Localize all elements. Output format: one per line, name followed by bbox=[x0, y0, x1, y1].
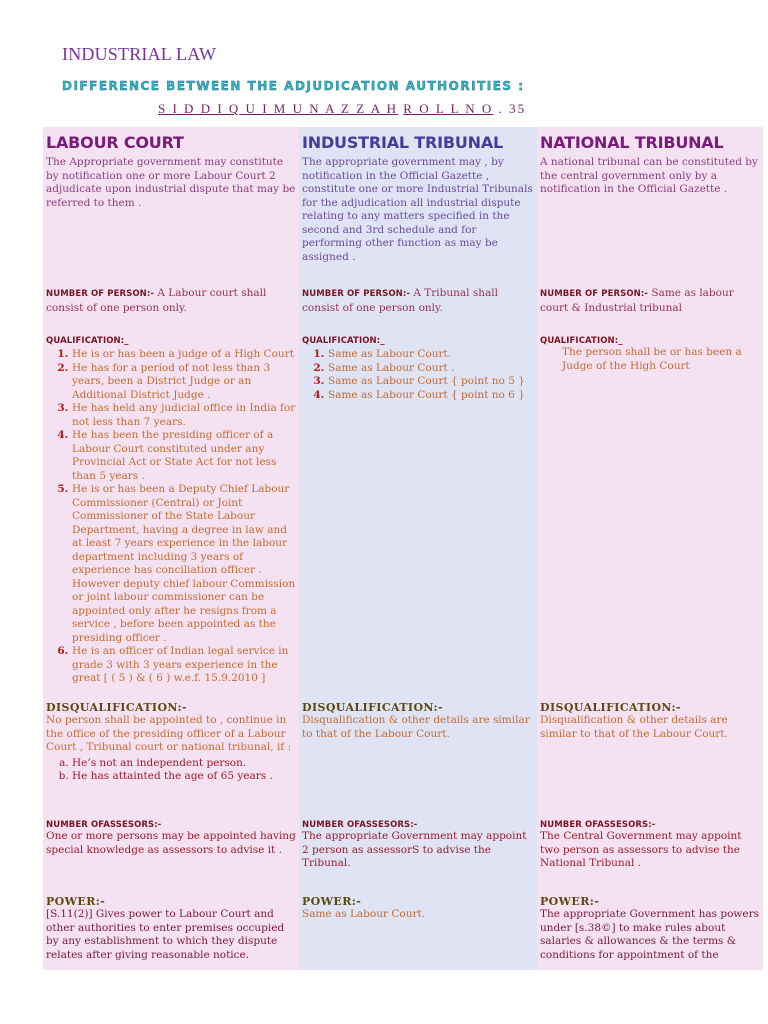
assessors-label: NUMBER OFASSESORS:- bbox=[302, 820, 418, 830]
persons-label: NUMBER OF PERSON:- bbox=[540, 289, 649, 299]
persons-label: NUMBER OF PERSON:- bbox=[302, 289, 411, 299]
qualification-label: QUALIFICATION:_ bbox=[302, 336, 385, 346]
power-label: POWER:- bbox=[302, 895, 362, 908]
disqualification-list bbox=[46, 757, 296, 784]
column-intro: The appropriate government may , by notification in the Official Gazette , constitute one or more Industrial Tribunals for the adjudication all industrial dispute relating to any matters specified in the second and 3rd schedule and for performing other function as may be assigned . bbox=[302, 156, 533, 263]
disqualification-label: DISQUALIFICATION:- bbox=[540, 701, 681, 714]
assessors-section bbox=[302, 820, 534, 871]
list-item: 4. He has been the presiding officer of a Labour Court constituted under any Provincial Act or State Act for not less than 5 years . bbox=[72, 429, 296, 483]
assessors-label: NUMBER OFASSESORS:- bbox=[46, 820, 162, 830]
persons-label: NUMBER OF PERSON:- bbox=[46, 289, 155, 299]
page-subtitle: DIFFERENCE BETWEEN THE ADJUDICATION AUTHORITIES : bbox=[62, 79, 525, 93]
qualification-text: The person shall be or has been a Judge of the High Court bbox=[562, 346, 742, 372]
list-item: 4. Same as Labour Court { point no 6 } bbox=[328, 389, 534, 403]
persons-section bbox=[46, 287, 296, 315]
list-item: 5. He is or has been a Deputy Chief Labour Commissioner (Central) or Joint Commissioner of the State Labour Department, having a degree in law and at least 7 years experience in the labour department including 3 years of experience has conciliation officer . However deputy chief labour Commission or joint labour commissioner can be appointed only after he resigns from a service , before been appointed as the presiding officer . bbox=[72, 483, 296, 645]
column-national-tribunal bbox=[537, 127, 763, 970]
disqualification-label: DISQUALIFICATION:- bbox=[302, 701, 443, 714]
list-item: 3. He has held any judicial office in India for not less than 7 years. bbox=[72, 402, 296, 429]
qualification-list bbox=[302, 348, 534, 402]
column-heading: INDUSTRIAL TRIBUNAL bbox=[302, 133, 504, 152]
list-item: 6. He is an officer of Indian legal service in grade 3 with 3 years experience in the great [ ( 5 ) & ( 6 ) w.e.f. 15.9.2010 ] bbox=[72, 645, 296, 686]
list-item: 1. Same as Labour Court. bbox=[328, 348, 534, 362]
assessors-section bbox=[46, 820, 296, 857]
column-labour-court bbox=[43, 127, 299, 970]
power-section bbox=[46, 895, 296, 962]
persons-text: Same as labour court & Industrial tribunal bbox=[540, 287, 734, 314]
power-label: POWER:- bbox=[46, 895, 106, 908]
assessors-section bbox=[540, 820, 760, 871]
assessors-text: One or more persons may be appointed having special knowledge as assessors to advise it . bbox=[46, 830, 296, 856]
qualification-section bbox=[302, 336, 534, 402]
list-item: b. He has attainted the age of 65 years . bbox=[72, 770, 296, 784]
author-line bbox=[158, 101, 526, 117]
qualification-label: QUALIFICATION:_ bbox=[46, 336, 129, 346]
power-section bbox=[302, 895, 534, 922]
comparison-table bbox=[43, 127, 763, 970]
disqualification-label: DISQUALIFICATION:- bbox=[46, 701, 187, 714]
disqualification-text: No person shall be appointed to , continue in the office of the presiding officer of a Labour Court , Tribunal court or national tribunal, if : bbox=[46, 714, 292, 753]
power-text: [S.11(2)] Gives power to Labour Court and other authorities to enter premises occupied by any establishment to which they dispute relates after giving reasonable notice. bbox=[46, 908, 285, 961]
column-industrial-tribunal bbox=[299, 127, 537, 970]
disqualification-text: Disqualification & other details are similar to that of the Labour Court. bbox=[302, 714, 530, 740]
power-section bbox=[540, 895, 760, 962]
persons-section bbox=[302, 287, 534, 315]
qualification-list bbox=[46, 348, 296, 686]
roll-label: R O L L N O bbox=[403, 101, 494, 116]
column-intro: The Appropriate government may constitute by notification one or more Labour Court 2 adjudicate upon industrial dispute that may be referred to them . bbox=[46, 156, 296, 209]
list-item: a. He’s not an independent person. bbox=[72, 757, 296, 771]
author-name: S I D D I Q U I M U N A Z Z A H bbox=[158, 101, 399, 116]
assessors-text: The Central Government may appoint two person as assessors to advise the National Tribunal . bbox=[540, 830, 742, 869]
roll-number: . 35 bbox=[498, 101, 527, 116]
persons-text: A Tribunal shall consist of one person only. bbox=[302, 287, 498, 314]
list-item: 2. He has for a period of not less than 3 years, been a District Judge or an Additional District Judge . bbox=[72, 362, 296, 403]
assessors-label: NUMBER OFASSESORS:- bbox=[540, 820, 656, 830]
persons-text: A Labour court shall consist of one person only. bbox=[46, 287, 267, 314]
column-heading: LABOUR COURT bbox=[46, 133, 184, 152]
disqualification-section bbox=[540, 701, 760, 741]
disqualification-section bbox=[302, 701, 534, 741]
persons-section bbox=[540, 287, 760, 315]
column-heading: NATIONAL TRIBUNAL bbox=[540, 133, 724, 152]
list-item: 3. Same as Labour Court { point no 5 } bbox=[328, 375, 534, 389]
assessors-text: The appropriate Government may appoint 2 person as assessorS to advise the Tribunal. bbox=[302, 830, 527, 869]
disqualification-section bbox=[46, 701, 296, 784]
list-item: 2. Same as Labour Court . bbox=[328, 362, 534, 376]
power-text: Same as Labour Court. bbox=[302, 908, 426, 920]
power-label: POWER:- bbox=[540, 895, 600, 908]
list-item: 1. He is or has been a judge of a High Court bbox=[72, 348, 296, 362]
disqualification-text: Disqualification & other details are similar to that of the Labour Court. bbox=[540, 714, 728, 740]
qualification-section bbox=[46, 336, 296, 686]
qualification-label: QUALIFICATION:_ bbox=[540, 336, 623, 346]
page-title: INDUSTRIAL LAW bbox=[62, 44, 217, 64]
power-text: The appropriate Government has powers under [s.38©] to make rules about salaries & allowances & the terms & conditions for appointment of the bbox=[540, 908, 760, 961]
column-intro: A national tribunal can be constituted by the central government only by a notification in the Official Gazette . bbox=[540, 156, 758, 195]
qualification-section bbox=[540, 336, 760, 373]
